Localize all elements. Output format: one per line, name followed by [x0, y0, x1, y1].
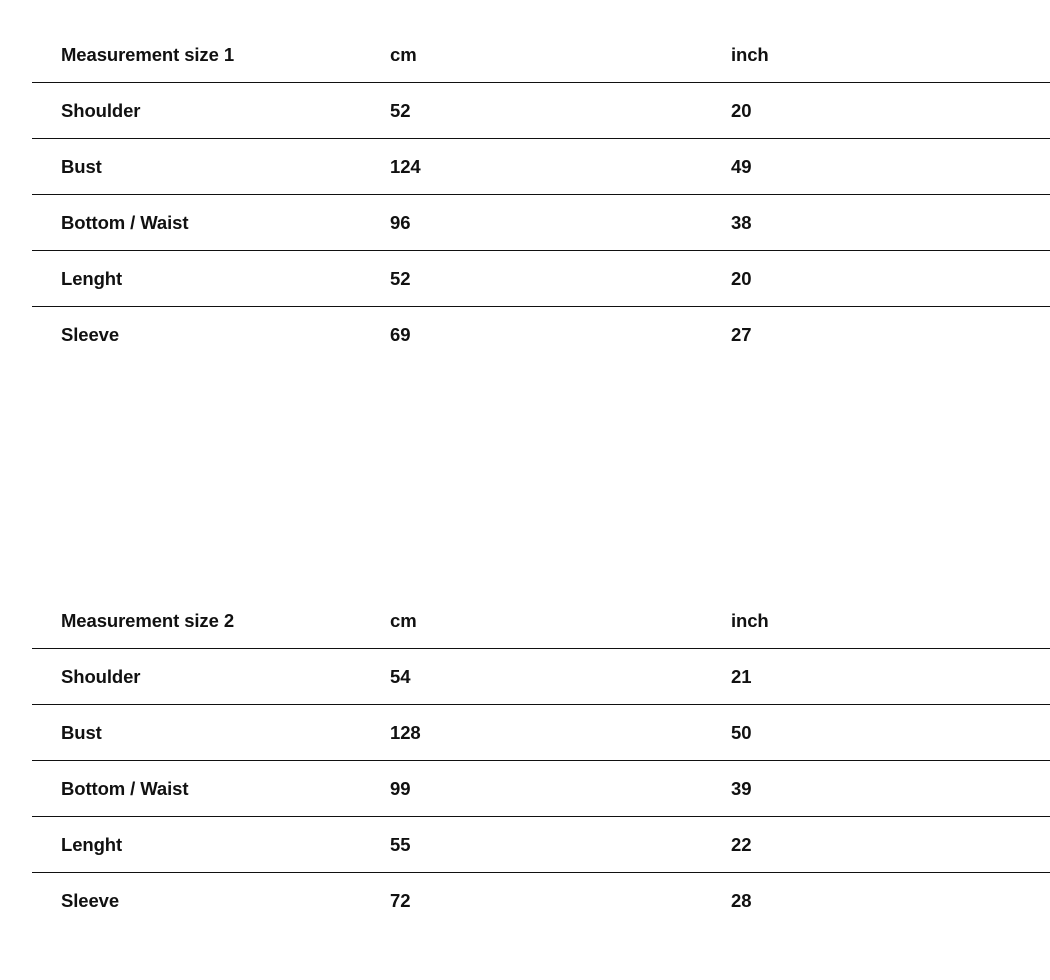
inch-value: 49 [731, 139, 1050, 195]
column-header-inch: inch [731, 593, 1050, 649]
column-header-cm: cm [390, 27, 731, 83]
column-header-inch: inch [731, 27, 1050, 83]
inch-value: 28 [731, 889, 752, 911]
table-row [32, 705, 1050, 761]
measurement-table-size-1 [32, 27, 1050, 362]
cm-value: 124 [390, 139, 731, 195]
cm-value: 54 [390, 649, 731, 705]
table-row [32, 761, 1050, 817]
table-header-row [32, 593, 1050, 649]
table-row [32, 195, 1050, 251]
cm-value: 72 [390, 889, 411, 911]
table-header-row [32, 27, 1050, 83]
table-row [32, 649, 1050, 705]
row-label: Bottom / Waist [32, 761, 390, 817]
column-header-cm: cm [390, 593, 731, 649]
table-row [32, 251, 1050, 307]
table-row [32, 307, 1050, 363]
cm-value: 55 [390, 817, 731, 873]
cm-value: 128 [390, 705, 731, 761]
cm-value: 99 [390, 761, 731, 817]
inch-value: 38 [731, 195, 1050, 251]
row-label: Sleeve [61, 323, 120, 345]
table-row [32, 873, 1050, 929]
inch-value: 20 [731, 251, 1050, 307]
table-title: Measurement size 2 [32, 593, 390, 649]
row-label: Sleeve [61, 889, 120, 911]
cm-value: 52 [390, 83, 731, 139]
cm-value: 52 [390, 251, 731, 307]
inch-value: 20 [731, 83, 1050, 139]
row-label: Shoulder [32, 649, 390, 705]
table-row [32, 817, 1050, 873]
row-label: Bust [32, 705, 390, 761]
inch-value: 21 [731, 649, 1050, 705]
row-label: Bottom / Waist [32, 195, 390, 251]
row-label: Bust [32, 139, 390, 195]
row-label: Lenght [32, 251, 390, 307]
table-title: Measurement size 1 [32, 27, 390, 83]
measurement-table-size-2 [32, 593, 1050, 928]
table-row [32, 139, 1050, 195]
row-label: Shoulder [32, 83, 390, 139]
row-label: Lenght [32, 817, 390, 873]
inch-value: 39 [731, 761, 1050, 817]
inch-value: 27 [731, 323, 752, 345]
cm-value: 69 [390, 323, 411, 345]
inch-value: 22 [731, 817, 1050, 873]
inch-value: 50 [731, 705, 1050, 761]
cm-value: 96 [390, 195, 731, 251]
table-row [32, 83, 1050, 139]
